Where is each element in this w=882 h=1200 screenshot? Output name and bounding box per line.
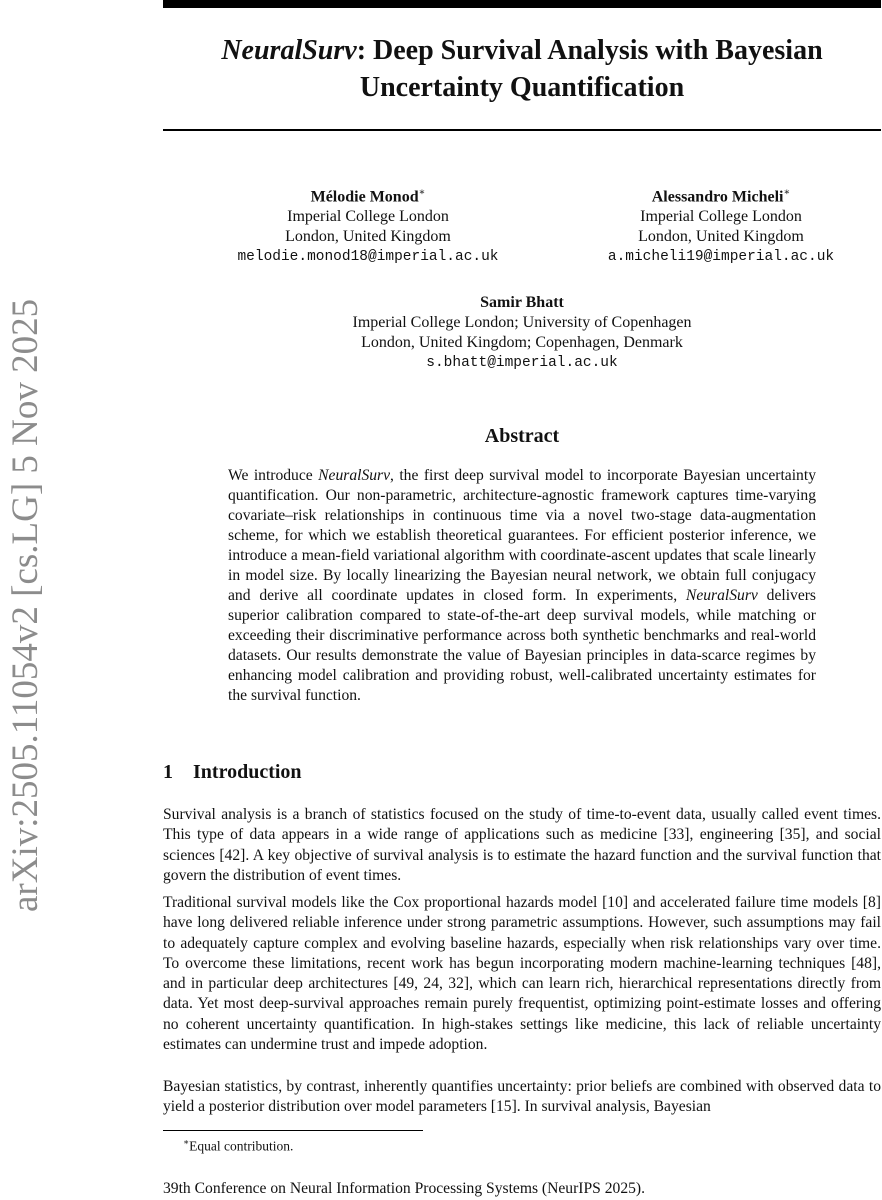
author-block-3 [272, 293, 772, 373]
section-title: Introduction [193, 761, 302, 783]
conference-note: 39th Conference on Neural Information Processing Systems (NeurIPS 2025). [163, 1180, 646, 1197]
author-email[interactable]: melodie.monod18@imperial.ac.uk [237, 249, 499, 266]
author-block-2 [558, 183, 882, 267]
section-heading [163, 760, 563, 784]
equal-contribution-mark: ∗ [418, 187, 426, 198]
author-location: London, United Kingdom [638, 228, 804, 246]
abstract-text: We introduce [228, 467, 319, 484]
intro-paragraph-1: Survival analysis is a branch of statistics focused on the study of time-to-event data, usually called event times. This type of data appears in a wide range of applications such as medicine [33], engineering [35], and social sciences [42]. A key objective of survival analysis is to estimate the hazard function and the survival function that govern the distribution of event times. [163, 806, 881, 884]
author-affiliation: Imperial College London [640, 208, 802, 226]
title-text-line2: Uncertainty Quantification [359, 72, 685, 103]
abstract-heading: Abstract [484, 425, 560, 447]
author-location: London, United Kingdom; Copenhagen, Denmark [361, 334, 683, 351]
title-top-rule [163, 0, 881, 8]
footnote-rule [163, 1130, 423, 1131]
footnote-text: Equal contribution. [189, 1138, 294, 1154]
author-block-1 [208, 183, 528, 267]
section-number: 1 [163, 761, 173, 783]
abstract-model-name: NeuralSurv [685, 587, 758, 604]
intro-paragraph-3: Bayesian statistics, by contrast, inherently quantifies uncertainty: prior beliefs are combined with observed data to yield a posterior distribution over model parameters [15]. In survival analysis, Bayesian [163, 1078, 881, 1116]
abstract-body [228, 466, 816, 706]
title-model-name: NeuralSurv [221, 35, 357, 66]
author-email[interactable]: a.micheli19@imperial.ac.uk [607, 249, 835, 266]
author-affiliation: Imperial College London [287, 208, 449, 226]
abstract-text: delivers superior calibration compared to state-of-the-art deep survival models, while matching or exceeding their discriminative performance across both synthetic benchmarks and real-world datasets. Our results demonstrate the value of Bayesian principles in data-scarce regimes by enhancing model calibration and providing robust, well-calibrated uncertainty estimates for the survival function. [228, 587, 817, 704]
equal-contribution-mark: ∗ [783, 187, 791, 198]
author-affiliation: Imperial College London; University of Copenhagen [352, 314, 692, 331]
paper-title [163, 32, 881, 106]
arxiv-identifier: arXiv:2505.11054v2 [cs.LG] 5 Nov 2025 [5, 298, 46, 912]
author-name: Mélodie Monod [310, 188, 419, 206]
abstract-text: , the first deep survival model to incorporate Bayesian uncertainty quantification. Our non-parametric, architecture-agnostic framework captures time-varying covariate–risk relationships in continuous time via a novel two-stage data-augmentation scheme, for which we establish theoretical guarantees. For efficient posterior inference, we introduce a mean-field variational algorithm with coordinate-ascent updates that scale linearly in model size. By locally linearizing the Bayesian neural network, we obtain full conjugacy and derive all coordinate updates in closed form. In experiments, [228, 467, 816, 604]
title-bottom-rule [163, 129, 881, 131]
title-text: : Deep Survival Analysis with Bayesian [356, 35, 823, 66]
author-email[interactable]: s.bhatt@imperial.ac.uk [426, 355, 618, 371]
author-location: London, United Kingdom [285, 228, 451, 246]
intro-paragraph-2: Traditional survival models like the Cox proportional hazards model [10] and accelerated failure time models [8] have long delivered reliable inference under strong parametric assumptions. However, such assumptions may fail to adequately capture complex and evolving baseline hazards, especially when risk relationships vary over time. To overcome these limitations, recent work has begun incorporating modern machine-learning techniques [48], and in particular deep architectures [49, 24, 32], which can learn rich, hierarchical representations directly from data. Yet most deep-survival approaches remain purely frequentist, optimizing point-estimate losses and offering no coherent uncertainty quantification. In high-stakes settings like medicine, this lack of reliable uncertainty estimates can undermine trust and impede adoption. [163, 894, 881, 1054]
author-name: Samir Bhatt [480, 294, 564, 311]
footnote-mark: ∗ [183, 1137, 190, 1147]
footnote [183, 1134, 293, 1155]
author-name: Alessandro Micheli [651, 188, 784, 206]
abstract-model-name: NeuralSurv [318, 467, 391, 484]
